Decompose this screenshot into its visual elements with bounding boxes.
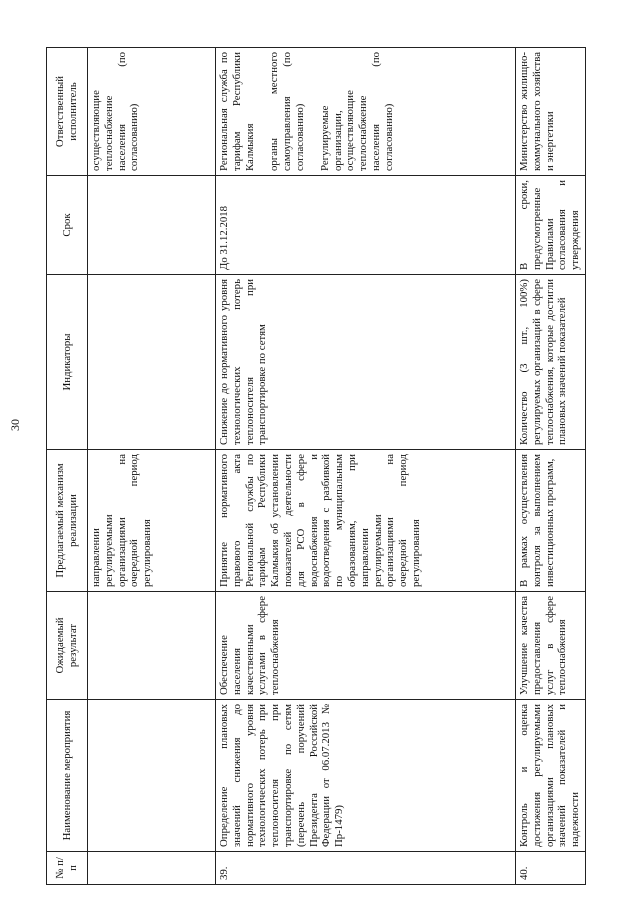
table-row (216, 48, 516, 885)
cell-responsible (216, 48, 516, 176)
cell-result: Обеспечение населения качественными услугами в сфере теплоснабжения (216, 592, 516, 700)
cell-responsible: осуществляющие теплоснабжение населения (по согласованию) (88, 48, 216, 176)
table-row (516, 48, 586, 885)
header-result: Ожидаемый результат (47, 592, 88, 700)
cell-num: 40. (516, 852, 586, 885)
table-row (88, 48, 216, 885)
cell-measure: Контроль и оценка достижения регулируемыми организациями плановых значений показателей и надежности (516, 700, 586, 852)
responsible-line: Регулируемые организации, осуществляющие теплоснабжение населения (по согласованию) (318, 52, 395, 171)
cell-result: Улучшение качества предоставления услуг в сфере теплоснабжения (516, 592, 586, 700)
cell-num: 39. (216, 852, 516, 885)
header-measure: Наименование мероприятия (47, 700, 88, 852)
cell-result (88, 592, 216, 700)
cell-indicators: Снижение до нормативного уровня технологических потерь теплоносителя при транспортировке по сетям (216, 275, 516, 450)
cell-deadline: До 31.12.2018 (216, 176, 516, 275)
spacer (256, 52, 268, 171)
measures-table (46, 47, 586, 885)
cell-measure: Определение плановых значений снижения до нормативного уровня технологических потерь при теплоносителя при транспортировке по сетям (перечень поручений Президента Российской Федерации от 06.07.2013 № Пр-1479) (216, 700, 516, 852)
responsible-line: органы местного самоуправления (по согласованию) (268, 52, 306, 171)
cell-mechanism: направлении регулируемыми организациями на очередной период регулирования (88, 450, 216, 592)
cell-num (88, 852, 216, 885)
responsible-line: Региональная служба по тарифам Республики Калмыкия (218, 52, 256, 171)
cell-deadline (88, 176, 216, 275)
rotated-page (46, 48, 606, 885)
cell-mechanism: В рамках осуществления контроля за выполнением инвестиционных программ, (516, 450, 586, 592)
header-indicators: Индикаторы (47, 275, 88, 450)
spacer (307, 52, 319, 171)
header-deadline: Срок (47, 176, 88, 275)
cell-measure (88, 700, 216, 852)
cell-responsible: Министерство жилищно-коммунального хозяйства и энергетики (516, 48, 586, 176)
cell-indicators: Количество (3 шт., 100%) регулируемых организаций в сфере теплоснабжения, которые достигли плановых значений показателей (516, 275, 586, 450)
header-mechanism: Предлагаемый механизм реализации (47, 450, 88, 592)
page-number: 30 (8, 419, 22, 431)
cell-deadline: В сроки, предусмотренные Правилами согласования и утверждения (516, 176, 586, 275)
cell-indicators (88, 275, 216, 450)
cell-mechanism: Принятие нормативного правового акта Региональной службы по тарифам Республики Калмыкия об установлении показателей деятельности для РСО в сфере водоснабжения и водоотведения с разбивкой по муниципальным образованиям, при направлении регулируемыми организациями на очередной период регулирования (216, 450, 516, 592)
header-num: № п/п (47, 852, 88, 885)
table-header-row (47, 48, 88, 885)
header-responsible: Ответственный исполнитель (47, 48, 88, 176)
